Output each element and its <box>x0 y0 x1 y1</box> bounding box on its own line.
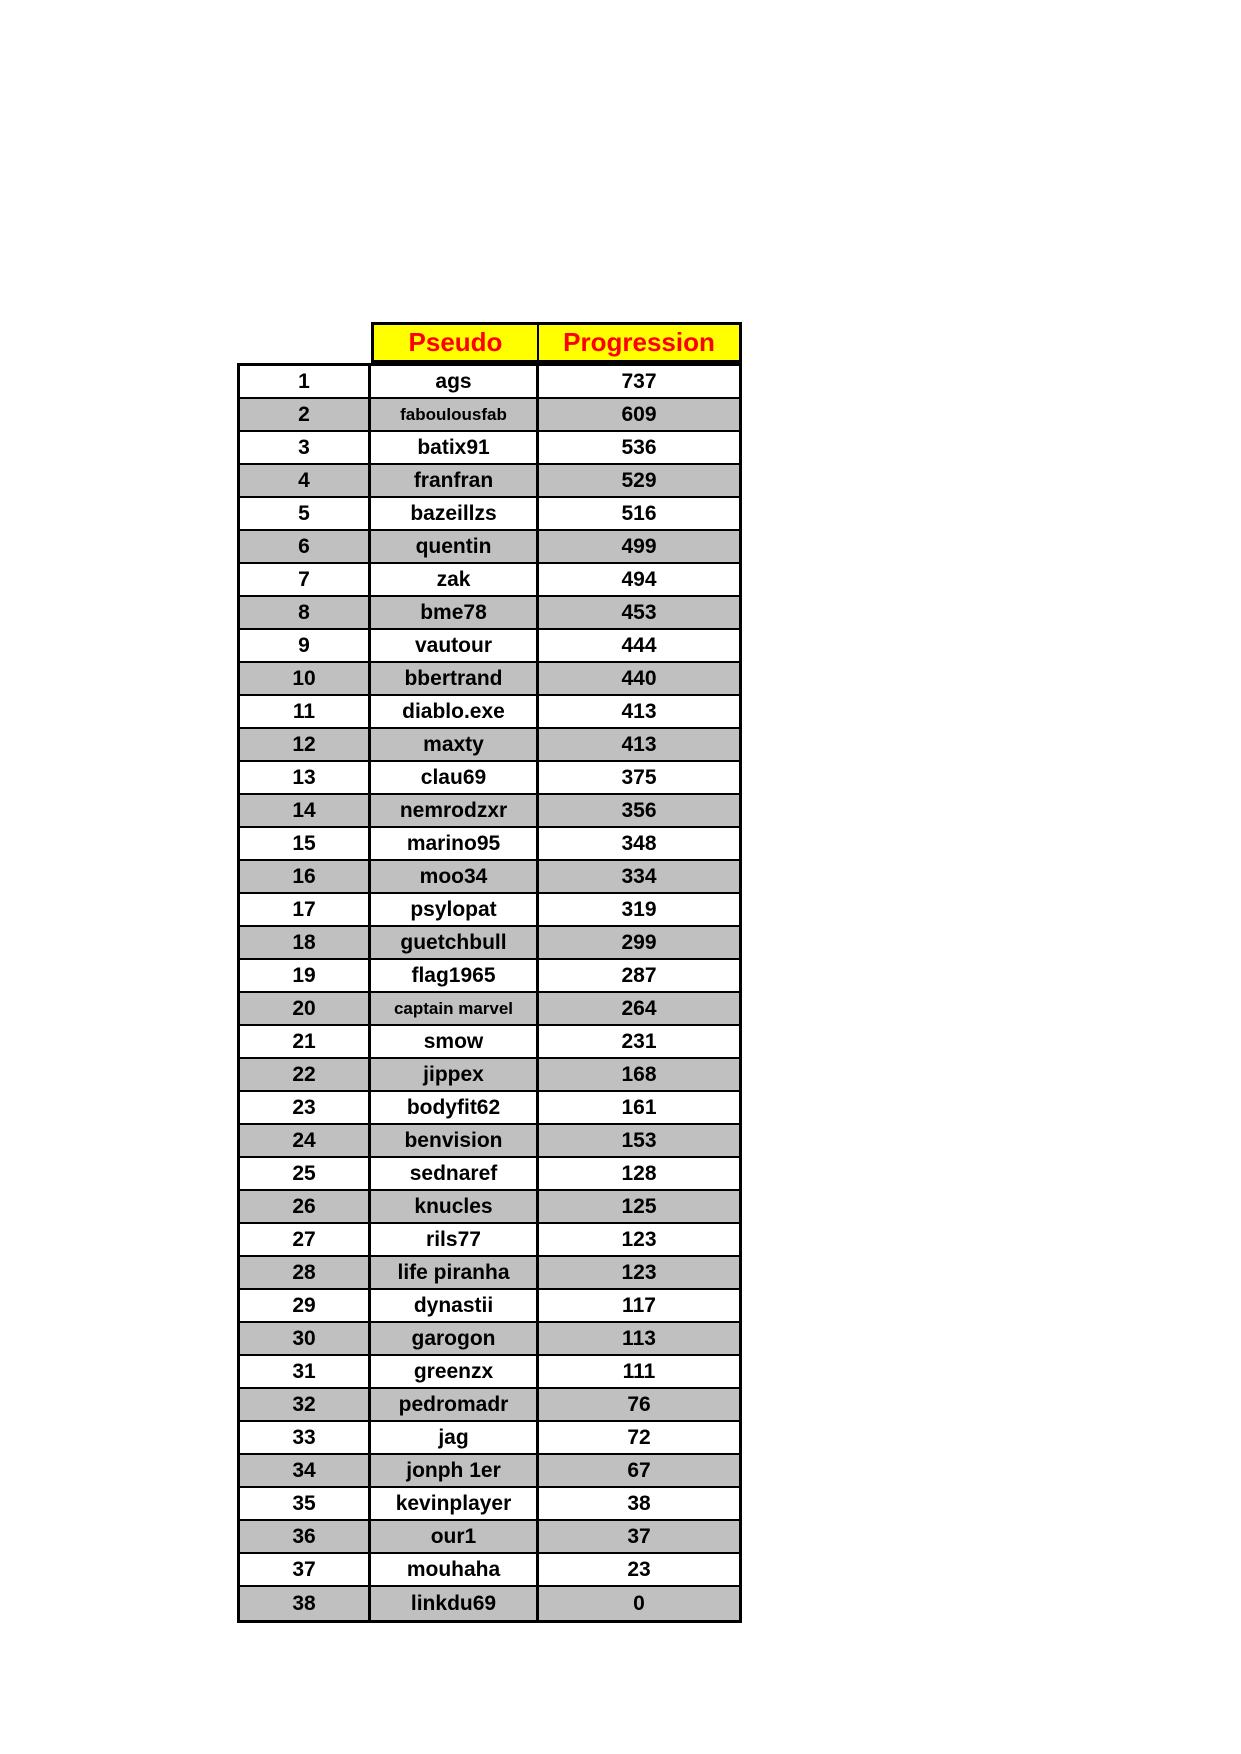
table-row <box>240 564 739 597</box>
progression-cell: 37 <box>627 1524 651 1548</box>
progression-cell: 76 <box>627 1392 651 1416</box>
progression-cell: 413 <box>621 699 657 723</box>
progression-cell: 123 <box>621 1227 657 1251</box>
progression-cell: 128 <box>621 1161 657 1185</box>
progression-cell: 609 <box>621 402 657 426</box>
pseudo-cell: psylopat <box>371 894 539 925</box>
pseudo-cell: kevinplayer <box>371 1488 539 1519</box>
pseudo-cell: greenzx <box>371 1356 539 1387</box>
progression-cell: 334 <box>621 864 657 888</box>
progression-cell: 0 <box>633 1591 645 1615</box>
rank-cell: 38 <box>240 1587 371 1620</box>
table-row <box>240 993 739 1026</box>
rank-cell: 21 <box>240 1026 371 1057</box>
table-row <box>240 729 739 762</box>
table-row <box>240 1356 739 1389</box>
rank-cell: 5 <box>240 498 371 529</box>
pseudo-cell: flag1965 <box>371 960 539 991</box>
table-row <box>240 531 739 564</box>
pseudo-cell: jippex <box>371 1059 539 1090</box>
progression-cell: 264 <box>621 996 657 1020</box>
pseudo-cell: faboulousfab <box>371 399 539 430</box>
progression-cell: 123 <box>621 1260 657 1284</box>
pseudo-cell: captain marvel <box>371 993 539 1024</box>
table-row <box>240 696 739 729</box>
progression-cell: 287 <box>621 963 657 987</box>
pseudo-cell: our1 <box>371 1521 539 1552</box>
pseudo-cell: garogon <box>371 1323 539 1354</box>
pseudo-cell: marino95 <box>371 828 539 859</box>
table-row <box>240 1455 739 1488</box>
rank-cell: 32 <box>240 1389 371 1420</box>
header-progression: Progression <box>538 322 742 363</box>
table-row <box>240 663 739 696</box>
table-row <box>240 597 739 630</box>
rank-cell: 16 <box>240 861 371 892</box>
rank-cell: 17 <box>240 894 371 925</box>
progression-cell: 168 <box>621 1062 657 1086</box>
rank-cell: 33 <box>240 1422 371 1453</box>
rank-cell: 27 <box>240 1224 371 1255</box>
progression-cell: 453 <box>621 600 657 624</box>
rank-cell: 25 <box>240 1158 371 1189</box>
table-row <box>240 1191 739 1224</box>
table-row <box>240 465 739 498</box>
pseudo-cell: clau69 <box>371 762 539 793</box>
rank-cell: 24 <box>240 1125 371 1156</box>
rank-cell: 22 <box>240 1059 371 1090</box>
pseudo-cell: moo34 <box>371 861 539 892</box>
pseudo-cell: maxty <box>371 729 539 760</box>
rank-cell: 11 <box>240 696 371 727</box>
table-row <box>240 927 739 960</box>
progression-cell: 440 <box>621 666 657 690</box>
rank-cell: 15 <box>240 828 371 859</box>
progression-cell: 413 <box>621 732 657 756</box>
table-row <box>240 1422 739 1455</box>
rank-cell: 14 <box>240 795 371 826</box>
rank-cell: 20 <box>240 993 371 1024</box>
pseudo-cell: smow <box>371 1026 539 1057</box>
pseudo-cell: batix91 <box>371 432 539 463</box>
progression-cell: 72 <box>627 1425 651 1449</box>
progression-cell: 319 <box>621 897 657 921</box>
rank-cell: 35 <box>240 1488 371 1519</box>
table-row <box>240 1224 739 1257</box>
pseudo-cell: ags <box>371 366 539 397</box>
pseudo-cell: pedromadr <box>371 1389 539 1420</box>
pseudo-cell: zak <box>371 564 539 595</box>
pseudo-cell: nemrodzxr <box>371 795 539 826</box>
header-blank-cell <box>237 322 371 363</box>
progression-cell: 113 <box>622 1326 656 1350</box>
progression-cell: 117 <box>622 1293 656 1317</box>
rank-cell: 31 <box>240 1356 371 1387</box>
pseudo-cell: vautour <box>371 630 539 661</box>
table-row <box>240 1587 739 1620</box>
table-row <box>240 795 739 828</box>
table-row <box>240 1323 739 1356</box>
table-row <box>240 630 739 663</box>
rank-cell: 8 <box>240 597 371 628</box>
rank-cell: 13 <box>240 762 371 793</box>
pseudo-cell: rils77 <box>371 1224 539 1255</box>
table-row <box>240 1554 739 1587</box>
pseudo-cell: bodyfit62 <box>371 1092 539 1123</box>
progression-cell: 536 <box>621 435 657 459</box>
header-row <box>237 322 742 363</box>
rank-cell: 12 <box>240 729 371 760</box>
table-row <box>240 1389 739 1422</box>
progression-cell: 737 <box>621 369 657 393</box>
pseudo-cell: guetchbull <box>371 927 539 958</box>
pseudo-cell: dynastii <box>371 1290 539 1321</box>
progression-cell: 299 <box>621 930 657 954</box>
table-row <box>240 1092 739 1125</box>
progression-cell: 67 <box>627 1458 651 1482</box>
pseudo-cell: bbertrand <box>371 663 539 694</box>
pseudo-cell: jonph 1er <box>371 1455 539 1486</box>
table-row <box>240 1026 739 1059</box>
progression-cell: 161 <box>621 1095 657 1119</box>
table-row <box>240 1257 739 1290</box>
pseudo-cell: diablo.exe <box>371 696 539 727</box>
table-row <box>240 1125 739 1158</box>
progression-cell: 125 <box>621 1194 657 1218</box>
rank-cell: 10 <box>240 663 371 694</box>
table-row <box>240 498 739 531</box>
progression-cell: 375 <box>621 765 657 789</box>
pseudo-cell: franfran <box>371 465 539 496</box>
progression-cell: 153 <box>621 1128 657 1152</box>
table-row <box>240 1521 739 1554</box>
rank-cell: 34 <box>240 1455 371 1486</box>
header-pseudo: Pseudo <box>371 322 538 363</box>
progression-cell: 348 <box>621 831 657 855</box>
table-row <box>240 366 739 399</box>
rank-cell: 9 <box>240 630 371 661</box>
pseudo-cell: jag <box>371 1422 539 1453</box>
table-row <box>240 1158 739 1191</box>
table-row <box>240 1488 739 1521</box>
table-row <box>240 432 739 465</box>
progression-cell: 23 <box>627 1557 651 1581</box>
pseudo-cell: knucles <box>371 1191 539 1222</box>
pseudo-cell: mouhaha <box>371 1554 539 1585</box>
rank-cell: 36 <box>240 1521 371 1552</box>
progression-cell: 38 <box>627 1491 651 1515</box>
progression-cell: 529 <box>621 468 657 492</box>
table-row <box>240 960 739 993</box>
rank-cell: 29 <box>240 1290 371 1321</box>
table-row <box>240 1059 739 1092</box>
pseudo-cell: linkdu69 <box>371 1587 539 1620</box>
pseudo-cell: bazeillzs <box>371 498 539 529</box>
progression-cell: 516 <box>621 501 657 525</box>
rank-cell: 2 <box>240 399 371 430</box>
progression-cell: 231 <box>621 1029 657 1053</box>
rank-cell: 7 <box>240 564 371 595</box>
rank-cell: 26 <box>240 1191 371 1222</box>
rank-cell: 6 <box>240 531 371 562</box>
table-row <box>240 828 739 861</box>
table-row <box>240 861 739 894</box>
pseudo-cell: quentin <box>371 531 539 562</box>
rank-cell: 28 <box>240 1257 371 1288</box>
pseudo-cell: life piranha <box>371 1257 539 1288</box>
table-row <box>240 399 739 432</box>
rank-cell: 23 <box>240 1092 371 1123</box>
progression-cell: 444 <box>621 633 657 657</box>
table-row <box>240 1290 739 1323</box>
table-row <box>240 762 739 795</box>
table-row <box>240 894 739 927</box>
table-body <box>237 363 742 1623</box>
progression-cell: 111 <box>622 1359 656 1383</box>
rank-cell: 19 <box>240 960 371 991</box>
pseudo-cell: bme78 <box>371 597 539 628</box>
rank-cell: 37 <box>240 1554 371 1585</box>
progression-cell: 499 <box>621 534 657 558</box>
progression-cell: 494 <box>621 567 657 591</box>
rank-cell: 30 <box>240 1323 371 1354</box>
pseudo-cell: benvision <box>371 1125 539 1156</box>
pseudo-cell: sednaref <box>371 1158 539 1189</box>
progression-cell: 356 <box>621 798 657 822</box>
rank-cell: 3 <box>240 432 371 463</box>
rank-cell: 18 <box>240 927 371 958</box>
rank-cell: 4 <box>240 465 371 496</box>
rank-cell: 1 <box>240 366 371 397</box>
ranking-table <box>237 322 742 1623</box>
